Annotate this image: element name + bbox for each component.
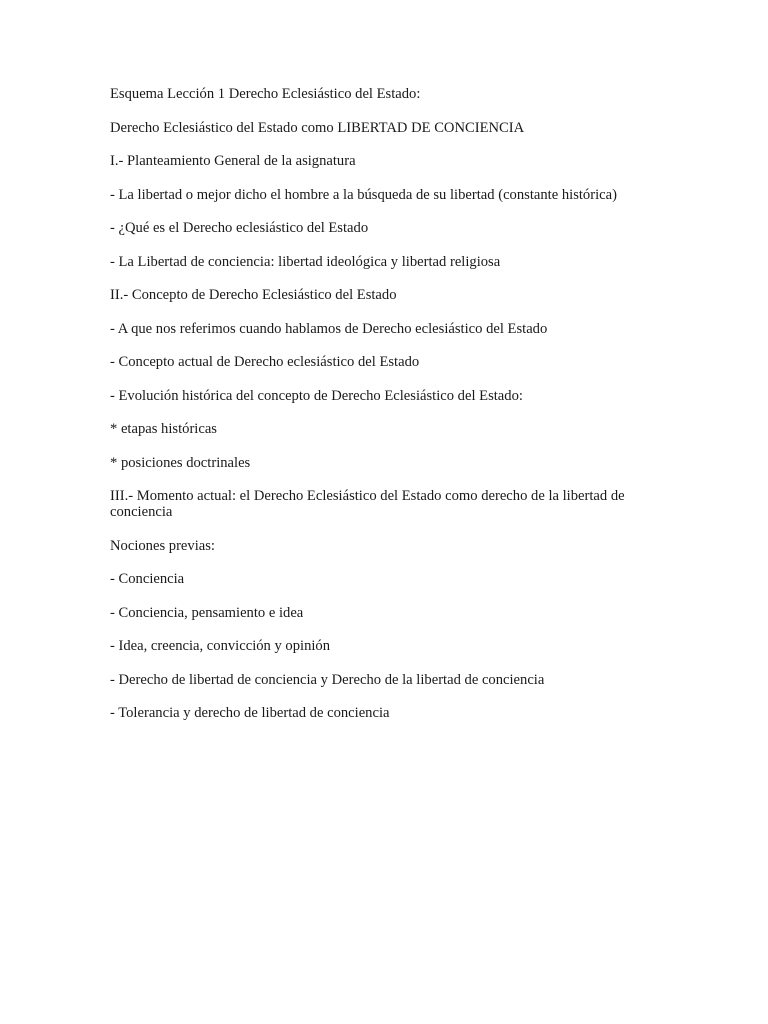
document-body	[110, 86, 670, 739]
list-item: - La libertad o mejor dicho el hombre a la búsqueda de su libertad (constante histórica)	[110, 186, 617, 203]
list-item: - Derecho de libertad de conciencia y Derecho de la libertad de conciencia	[110, 671, 545, 688]
list-item: - Idea, creencia, convicción y opinión	[110, 638, 331, 654]
list-item: - La Libertad de conciencia: libertad ideológica y libertad religiosa	[110, 253, 501, 270]
section-heading-3: III.- Momento actual: el Derecho Eclesiástico del Estado como derecho de la libertad de conciencia	[110, 488, 625, 520]
document-title: Esquema Lección 1 Derecho Eclesiástico del Estado:	[110, 86, 421, 102]
document-subtitle: Derecho Eclesiástico del Estado como LIBERTAD DE CONCIENCIA	[110, 119, 525, 136]
section-heading-2: II.- Concepto de Derecho Eclesiástico del Estado	[110, 287, 397, 303]
list-item: - Tolerancia y derecho de libertad de conciencia	[110, 705, 390, 721]
subsection-heading: Nociones previas:	[110, 537, 215, 554]
list-item: - Concepto actual de Derecho eclesiástico del Estado	[110, 354, 420, 370]
list-item: - Conciencia, pensamiento e idea	[110, 604, 304, 621]
list-item: - Evolución histórica del concepto de Derecho Eclesiástico del Estado:	[110, 387, 523, 404]
sub-list-item: * etapas históricas	[110, 421, 217, 437]
sub-list-item: * posiciones doctrinales	[110, 454, 251, 471]
list-item: - A que nos referimos cuando hablamos de Derecho eclesiástico del Estado	[110, 320, 548, 337]
list-item: - ¿Qué es el Derecho eclesiástico del Estado	[110, 220, 369, 236]
section-heading-1: I.- Planteamiento General de la asignatura	[110, 153, 356, 169]
list-item: - Conciencia	[110, 571, 185, 587]
